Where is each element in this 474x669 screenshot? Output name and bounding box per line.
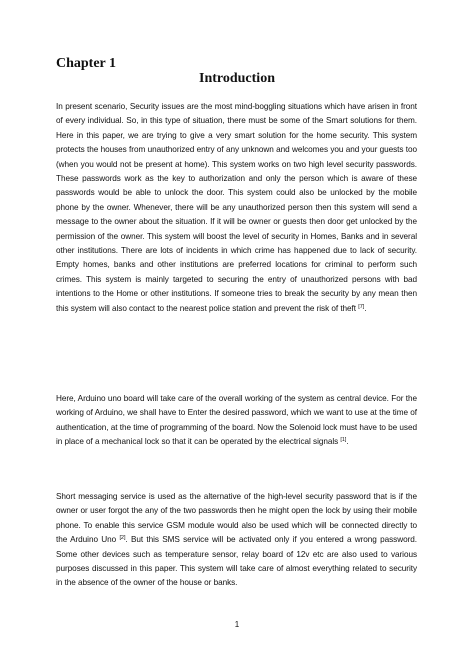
- paragraph-1: [56, 100, 417, 316]
- paragraph-tail: .: [364, 303, 367, 313]
- paragraph-3: [56, 490, 417, 591]
- citation-ref: [7]: [358, 303, 365, 310]
- paragraph-2: [56, 392, 417, 450]
- citation-ref: [1]: [340, 437, 347, 444]
- paragraph-tail: .: [346, 437, 349, 447]
- chapter-label: Chapter 1: [56, 56, 117, 71]
- page-number: 1: [234, 620, 240, 629]
- paragraph-tail: . But this SMS service will be activated only if you entered a wrong password. Some other devices such as temperature sensor, relay board of 12v etc are also used to various purposes discussed in this paper. This system will take care of almost everything related to security in the absence of the owner of the house or banks.: [56, 535, 417, 588]
- paragraph-text: Here, Arduino uno board will take care of the overall working of the system as central device. For the working of Arduino, we shall have to Enter the desired password, which we want to use at the time of authentication, at the time of programming of the board. Now the Solenoid lock must have to be used in place of a mechanical lock so that it can be operated by the electrical signals: [56, 394, 417, 447]
- paragraph-text: Short messaging service is used as the alternative of the high-level security password that is if the owner or user forgot the any of the two passwords then he might open the lock by using their mobile phone. To enable this service GSM module would also be used which will be connected directly to the Arduino Uno: [56, 492, 417, 545]
- page-title: Introduction: [199, 71, 275, 86]
- paragraph-text: In present scenario, Security issues are the most mind-boggling situations which have arisen in front of every individual. So, in this type of situation, there must be some of the Smart solutions for them. Here in this paper, we are trying to give a very smart solution for the home security. This system protects the houses from unauthorized entry of any unknown and welcomes you and your guests too (when you would not be present at home). This system works on two high level security passwords. These passwords work as the key to authorization and only the person which is aware of these passwords would be able to unlock the door. This system could also be unlocked by the mobile phone by the owner. Whenever, there will be any unauthorized person then this system will send a message to the owner about the situation. If it will be owner or guests then door get unlocked by the permission of the owner. This system will boost the level of security in Homes, Banks and in several other institutions. There are lots of incidents in which crime has happened due to lack of security. Empty homes, banks and other institutions are preferred locations for criminal to perform such crimes. This system is mainly targeted to securing the entry of unauthorized persons with bad intentions to the Home or other institutions. If someone tries to break the security by any mean then this system will also contact to the nearest police station and prevent the risk of theft: [56, 102, 417, 313]
- citation-ref: [2]: [119, 535, 126, 542]
